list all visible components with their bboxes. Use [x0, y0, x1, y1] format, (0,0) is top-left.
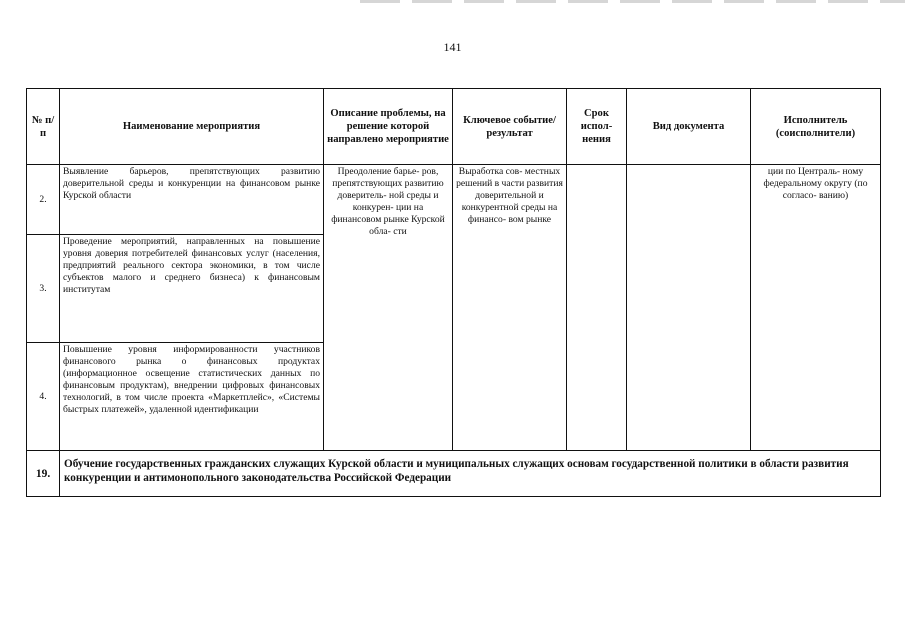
merged-problem-cell: Преодоление барье- ров, препятствующих развитию доверитель- ной среды и конкурен- ции на финансовом рынке Курской обла- сти [324, 165, 453, 451]
merged-executor-cell: ции по Централь- ному федеральному округу (по согласо- ванию) [751, 165, 881, 451]
header-problem: Описание проблемы, на решение которой направлено мероприятие [324, 89, 453, 165]
header-term: Срок испол- нения [567, 89, 627, 165]
header-doc: Вид документа [627, 89, 751, 165]
row-num: 3. [27, 235, 60, 343]
row-name: Выявление барьеров, препятствующих развитию доверительной среды и конкуренции на финансовом рынке Курской области [60, 165, 324, 235]
row-num: 4. [27, 343, 60, 451]
header-executor: Исполнитель (соисполнители) [751, 89, 881, 165]
header-num: № п/п [27, 89, 60, 165]
merged-doc-cell [627, 165, 751, 451]
row-name: Проведение мероприятий, направленных на повышение уровня доверия потребителей финансовых услуг (населения, предприятий реального сектора экономики, в том числе субъектов малого и среднего бизнеса) к финансовым институтам [60, 235, 324, 343]
row-num: 2. [27, 165, 60, 235]
action-plan-table [26, 88, 881, 497]
table-row [27, 165, 881, 235]
section-title: Обучение государственных гражданских служащих Курской области и муниципальных служащих основам государственной политики в области развития конкуренции и антимонопольного законодательства Российской Федерации [60, 451, 881, 497]
section-row [27, 451, 881, 497]
header-name: Наименование мероприятия [60, 89, 324, 165]
merged-term-cell [567, 165, 627, 451]
scan-edge-artifact [360, 0, 905, 3]
section-num: 19. [27, 451, 60, 497]
merged-event-cell: Выработка сов- местных решений в части развития доверительной и конкурентной среды на финансо- вом рынке [453, 165, 567, 451]
header-event: Ключевое событие/ результат [453, 89, 567, 165]
row-name: Повышение уровня информированности участников финансового рынка о финансовых продуктах (информационное освещение статистических данных по финансовым продуктам), внедрении цифровых финансовых технологий, в том числе проекта «Маркетплейс», «Системы быстрых платежей», удаленной идентификации [60, 343, 324, 451]
page-number: 141 [443, 40, 462, 54]
table-header-row [27, 89, 881, 165]
